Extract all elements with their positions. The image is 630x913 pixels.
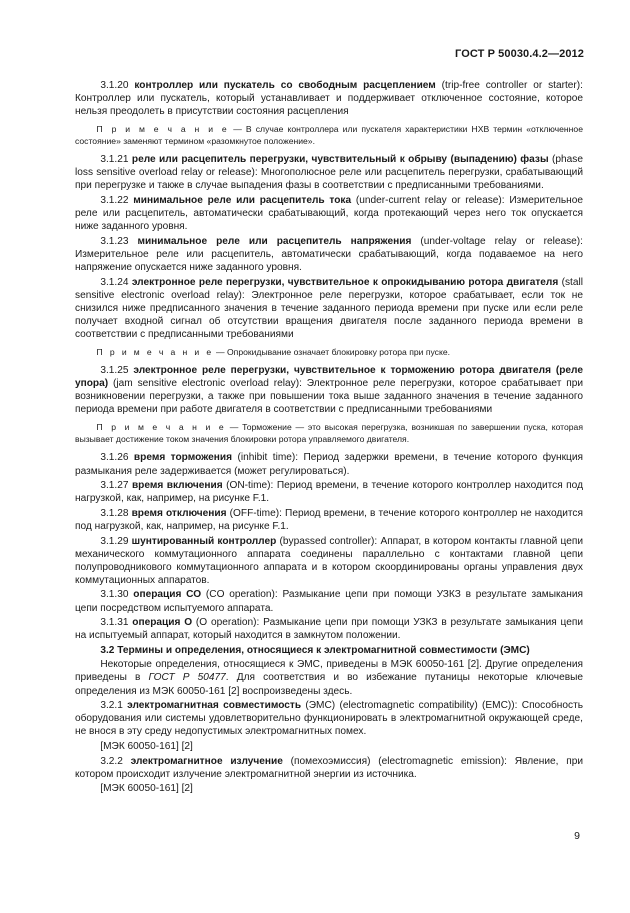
definition-text: (ЭМС) (electromagnetic compatibility) (EMC)): Способность оборудования или системы удовлетворительно функционировать в электромагнитной окружающей среде, не внося в эту среду недопустимых электромагнитных помех.	[75, 700, 583, 738]
definition-3-1-22	[75, 194, 583, 233]
source-reference-text: [МЭК 60050-161] [2]	[100, 783, 193, 795]
definition-term: время отключения	[131, 507, 227, 519]
note-text: — Опрокидывание означает блокировку ротора при пуске.	[213, 347, 451, 358]
note-label: П р и м е ч а н и е	[96, 422, 227, 433]
definition-term: минимальное реле или расцепитель напряжения	[137, 235, 412, 247]
standard-reference: ГОСТ Р 50477	[148, 672, 226, 684]
definition-text: (trip-free controller or starter): Контроллер или пускатель, который устанавливает и поддерживает отключенное состояние, которое нельзя преодолеть в присутствии состояния расцепления	[75, 80, 583, 118]
definition-number: 3.2.1	[100, 700, 123, 712]
definition-number: 3.1.24	[100, 276, 129, 288]
source-reference-text: [МЭК 60050-161] [2]	[100, 740, 193, 752]
definition-number: 3.1.20	[100, 80, 129, 91]
definition-number: 3.1.26	[100, 452, 129, 464]
section-3-2-heading	[75, 644, 583, 657]
definition-3-1-26	[75, 451, 583, 477]
definition-number: 3.1.23	[100, 235, 129, 247]
note-label: П р и м е ч а н и е	[96, 347, 214, 358]
definition-text: (CO operation): Размыкание цепи при помощи УЗКЗ в результате замыкания цепи посредством испытуемого аппарата.	[75, 589, 583, 614]
definition-number: 3.1.28	[100, 507, 129, 519]
definition-3-1-21	[75, 153, 583, 192]
definition-text: (ON-time): Период времени, в течение которого контроллер находится под нагрузкой, как, например, на рисунке F.1.	[75, 480, 583, 505]
definition-term: время включения	[131, 480, 223, 492]
definition-term: контроллер или пускатель со свободным расцеплением	[134, 80, 436, 91]
note-label: П р и м е ч а н и е	[96, 124, 230, 135]
definition-3-2-1	[75, 699, 583, 738]
definition-number: 3.1.30	[100, 589, 129, 601]
note-3	[75, 421, 583, 445]
definition-term: шунтированный контроллер	[131, 535, 277, 547]
intro-text-2: . Для соответствия и во избежание путаницы некоторые ключевые определения из МЭК 60050-161 [2] воспроизведены здесь.	[75, 672, 583, 697]
definition-3-1-27	[75, 479, 583, 505]
definition-text: (помехоэмиссия) (electromagnetic emission): Явление, при котором происходит излучение электромагнитной энергии из источника.	[75, 755, 583, 780]
note-1	[75, 123, 583, 147]
definition-3-2-2	[75, 755, 583, 781]
definition-text: (phase loss sensitive overload relay or release): Многополюсное реле или расцепитель перегрузки, срабатывающий при перегрузке и также в случае выпадения фазы в соответствии с предписанными требованиями.	[75, 154, 583, 192]
definition-number: 3.1.25	[100, 365, 129, 377]
definition-text: (stall sensitive electronic overload relay): Электронное реле перегрузки, которое срабатывает, если ток не снизился ниже предписанного значения в течение заданного периода времени при пуске или если реле получает входной сигнал об отсутствии вращения двигателя после заданного периода времени в соответствии с предписанными требованиями	[75, 276, 583, 340]
definition-text: (inhibit time): Период задержки времени, в течение которого функция размыкания реле задерживается (может регулироваться).	[75, 452, 583, 477]
definition-3-1-24	[75, 276, 583, 341]
definition-term: операция СО	[133, 589, 202, 601]
definition-3-1-20	[75, 79, 583, 118]
intro-text-1: Некоторые определения, относящиеся к ЭМС, приведены в МЭК 60050-161 [2]. Другие определения приведены в	[75, 659, 583, 684]
definition-number: 3.1.31	[100, 617, 129, 629]
definition-term: электромагнитная совместимость	[127, 700, 302, 712]
definition-3-1-25	[75, 364, 583, 416]
definition-3-1-23	[75, 235, 583, 274]
definition-term: электронное реле перегрузки, чувствительное к торможению ротора двигателя (реле упора)	[75, 365, 583, 390]
definition-3-1-28	[75, 507, 583, 533]
definition-text: (under-current relay or release): Измерительное реле или расцепитель, автоматически срабатывающий, когда протекающий через него ток опускается ниже заданного уровня.	[75, 195, 583, 233]
definition-text: (O operation): Размыкание цепи при помощи УЗКЗ в результате замыкания цепи на испытуемый аппарат, который находится в замкнутом положении.	[75, 617, 583, 642]
definition-text: (OFF-time): Период времени, в течение которого контроллер не находится под нагрузкой, как, например, на рисунке F.1.	[75, 507, 583, 532]
definition-number: 3.1.29	[100, 535, 129, 547]
note-text: — В случае контроллера или пускателя характеристики НХВ термин «отключенное состояние» заменяют термином «разомкнутое положение».	[75, 124, 583, 147]
definition-text: (under-voltage relay or release): Измерительное реле или расцепитель, автоматически срабатывающий, когда подаваемое на него напряжение опускается ниже заданного уровня.	[75, 235, 583, 274]
definition-term: электромагнитное излучение	[130, 755, 283, 767]
section-3-2-intro	[75, 658, 583, 697]
definition-3-1-31	[75, 616, 583, 642]
definition-number: 3.1.27	[100, 480, 129, 492]
definition-number: 3.2.2	[100, 755, 123, 767]
document-standard-header: ГОСТ Р 50030.4.2—2012	[455, 48, 584, 60]
section-title: 3.2 Термины и определения, относящиеся к электромагнитной совместимости (ЭМС)	[100, 644, 530, 656]
source-reference	[75, 782, 583, 795]
definition-term: реле или расцепитель перегрузки, чувствительный к обрыву (выпадению) фазы	[131, 154, 549, 166]
source-reference	[75, 740, 583, 753]
definition-3-1-29	[75, 535, 583, 587]
note-2	[75, 346, 583, 358]
definition-term: операция О	[132, 617, 193, 629]
definition-text: (bypassed controller): Аппарат, в котором контакты главной цепи механического коммутационного аппарата соединены параллельно с контактами главной цепи полупроводникового коммутационного аппарата и в котором скоординированы органы управления двух коммутационных аппаратов.	[75, 535, 583, 586]
definition-term: минимальное реле или расцепитель тока	[133, 195, 352, 207]
definition-text: (jam sensitive electronic overload relay): Электронное реле перегрузки, которое срабатывает при возникновении перегрузки, а также при повышении тока выше заданного значения в течение заданного периода времени при работе двигателя в соответствии с предписанными требованиями	[75, 378, 583, 416]
definition-3-1-30	[75, 588, 583, 614]
definition-term: время торможения	[133, 452, 233, 464]
definition-number: 3.1.22	[100, 195, 129, 207]
definition-term: электронное реле перегрузки, чувствительное к опрокидыванию ротора двигателя	[131, 276, 559, 288]
note-text: — Торможение — это высокая перегрузка, возникшая по завершении пуска, которая вызывает достижение током значения блокировки ротора управляемого двигателя.	[75, 422, 583, 445]
document-body	[75, 79, 583, 797]
page-number: 9	[574, 830, 580, 842]
definition-number: 3.1.21	[100, 154, 129, 166]
